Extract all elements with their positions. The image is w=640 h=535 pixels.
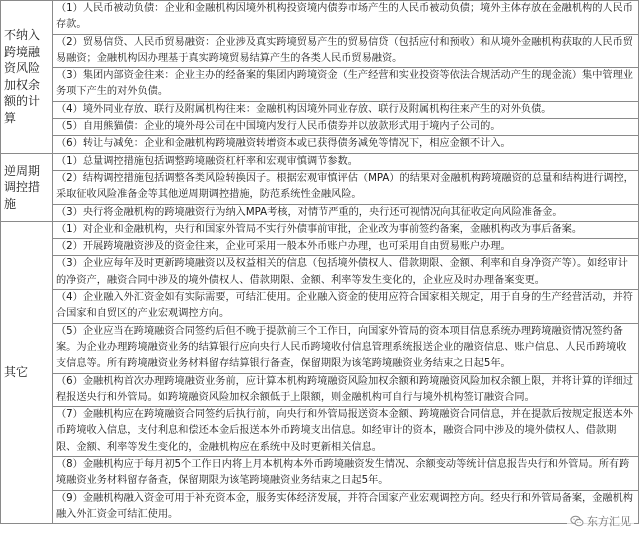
table-row xyxy=(1,239,639,256)
item-cell: （6）金融机构首次办理跨境融资业务前，应计算本机构跨境融资风险加权余额和跨境融资风险加权余额上限，并将计算的详细过程报送央行和外管局。如跨境融资风险加权余额低于上限额，则金融机构可自行与境外机构签订融资合同。 xyxy=(53,373,639,407)
item-cell: （5）自用熊猫债：企业的境外母公司在中国境内发行人民币债券并以放款形式用于境内子公司的。 xyxy=(53,119,639,136)
table-row xyxy=(1,136,639,153)
table-row xyxy=(1,153,639,170)
item-cell: （5）企业应当在跨境融资合同签约后但不晚于提款前三个工作日，向国家外管局的资本项目信息系统办理跨境融资情况签约备案。为企业办理跨境融资业务的结算银行应向央行人民币跨境收付信息管理系统报送企业的融资信息、账户信息、人民币跨境收支信息等。所有跨境融资业务材料留存结算银行备查，保留期限为该笔跨境融资业务结束之日起5年。 xyxy=(53,323,639,373)
item-cell: （2）结构调控措施包括调整各类风险转换因子。根据宏观审慎评估（MPA）的结果对金融机构跨境融资的总量和结构进行调控，采取征收风险准备金等其他逆周期调控措施，防范系统性金融风险。 xyxy=(53,170,639,204)
table-row xyxy=(1,221,639,238)
table-row xyxy=(1,34,639,68)
table-row xyxy=(1,323,639,373)
table-row xyxy=(1,1,639,35)
table-row xyxy=(1,204,639,221)
table-row xyxy=(1,290,639,324)
item-cell: （9）金融机构融入资金可用于补充资本金，服务实体经济发展，并符合国家产业宏观调控方向。经央行和外管局备案，金融机构融入外汇资金可结汇使用。 xyxy=(53,490,639,524)
table-row xyxy=(1,119,639,136)
table-row xyxy=(1,101,639,118)
item-cell: （4）企业融入外汇资金如有实际需要，可结汇使用。企业融入资金的使用应符合国家相关规定，用于自身的生产经营活动，并符合国家和自贸区的产业宏观调控方向。 xyxy=(53,290,639,324)
item-cell: （1）总量调控措施包括调整跨境融资杠杆率和宏观审慎调节参数。 xyxy=(53,153,639,170)
item-cell: （1）人民币被动负债：企业和金融机构因境外机构投资境内债券市场产生的人民币被动负债；境外主体存放在金融机构的人民币存款。 xyxy=(53,1,639,35)
item-cell: （3）集团内部资金往来：企业主办的经备案的集团内跨境资金（生产经营和实业投资等依法合规活动产生的现金流）集中管理业务项下产生的对外负债。 xyxy=(53,68,639,102)
category-cell: 其它 xyxy=(1,221,53,523)
table-row xyxy=(1,256,639,290)
category-cell: 不纳入跨境融资风险加权余额的计算 xyxy=(1,1,53,154)
table-row xyxy=(1,170,639,204)
watermark xyxy=(567,512,634,530)
item-cell: （4）境外同业存放、联行及附属机构往来：金融机构因境外同业存放、联行及附属机构往来产生的对外负债。 xyxy=(53,101,639,118)
table-row xyxy=(1,457,639,491)
wechat-icon xyxy=(570,514,584,528)
table-row xyxy=(1,490,639,524)
table-row xyxy=(1,373,639,407)
watermark-text: 东方汇见 xyxy=(587,515,631,528)
table-row xyxy=(1,407,639,457)
item-cell: （6）转让与减免：企业和金融机构跨境融资转增资本或已获得债务减免等情况下，相应金额不计入。 xyxy=(53,136,639,153)
policy-table-body xyxy=(1,1,639,524)
item-cell: （3）企业应每年及时更新跨境融资以及权益相关的信息（包括境外债权人、借款期限、金额、利率和自身净资产等）。如经审计的净资产，融资合同中涉及的境外债权人、借款期限、金额、利率等发生变化的，企业应及时办理备案变更。 xyxy=(53,256,639,290)
item-cell: （8）金融机构应于每月初5个工作日内将上月本机构本外币跨境融资发生情况、余额变动等统计信息报告央行和外管局。所有跨境融资业务材料留存备查，保留期限为该笔跨境融资业务结束之日起5年。 xyxy=(53,457,639,491)
item-cell: （2）开展跨境融资涉及的资金往来，企业可采用一般本外币账户办理，也可采用自由贸易账户办理。 xyxy=(53,239,639,256)
item-cell: （1）对企业和金融机构，央行和国家外管局不实行外债事前审批，企业改为事前签约备案，金融机构改为事后备案。 xyxy=(53,221,639,238)
item-cell: （2）贸易信贷、人民币贸易融资：企业涉及真实跨境贸易产生的贸易信贷（包括应付和预收）和从境外金融机构获取的人民币贸易融资；金融机构因办理基于真实跨境贸易结算产生的各类人民币贸易融资。 xyxy=(53,34,639,68)
item-cell: （3）央行将金融机构的跨境融资行为纳入MPA考核，对情节严重的，央行还可视情况向其征收定向风险准备金。 xyxy=(53,204,639,221)
table-row xyxy=(1,68,639,102)
item-cell: （7）金融机构应在跨境融资合同签约后执行前，向央行和外管局报送资本金额、跨境融资合同信息，并在提款后按规定报送本外币跨境收入信息，支付利息和偿还本金后报送本外币跨境支出信息。如经审计的资本，融资合同中涉及的境外债权人、借款期限、金额、利率等发生变化的，金融机构应在系统中及时更新相关信息。 xyxy=(53,407,639,457)
category-cell: 逆周期调控措施 xyxy=(1,153,53,221)
